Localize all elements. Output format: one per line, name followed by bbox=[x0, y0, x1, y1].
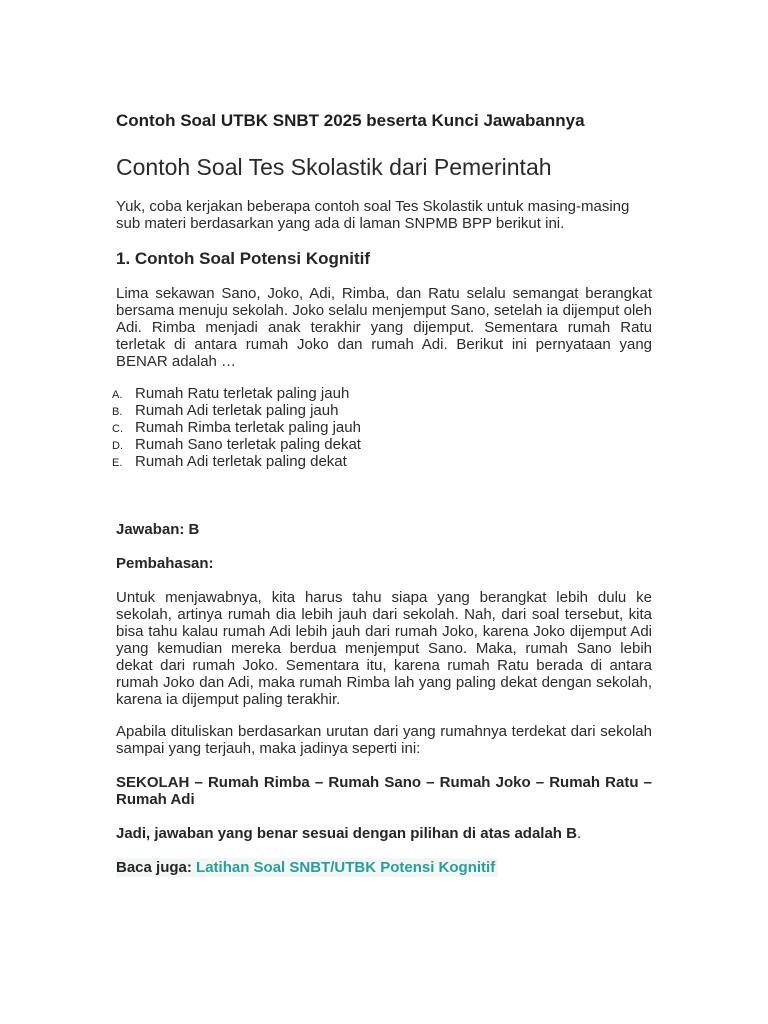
answer-key: Jawaban: B bbox=[116, 521, 200, 538]
read-also-label: Baca juga: bbox=[116, 859, 192, 876]
read-also bbox=[116, 858, 498, 877]
option-item-b bbox=[112, 402, 361, 419]
option-letter: E. bbox=[112, 457, 123, 469]
conclusion-main: Jadi, jawaban yang benar sesuai dengan pilihan di atas adalah B bbox=[116, 825, 577, 842]
option-text: Rumah Adi terletak paling jauh bbox=[135, 402, 339, 419]
read-also-link[interactable]: Latihan Soal SNBT/UTBK Potensi Kognitif bbox=[196, 859, 496, 876]
option-letter: B. bbox=[112, 406, 123, 418]
explanation-label: Pembahasan: bbox=[116, 555, 214, 572]
option-item-e bbox=[112, 453, 361, 470]
option-text: Rumah Rimba terletak paling jauh bbox=[135, 419, 361, 436]
option-item-d bbox=[112, 436, 361, 453]
option-item-c bbox=[112, 419, 361, 436]
option-text: Rumah Adi terletak paling dekat bbox=[135, 453, 347, 470]
intro-paragraph: Yuk, coba kerjakan beberapa contoh soal Tes Skolastik untuk masing-masing sub materi berdasarkan yang ada di laman SNPMB BPP berikut ini. bbox=[116, 198, 630, 232]
document-title: Contoh Soal UTBK SNBT 2025 beserta Kunci Jawabannya bbox=[116, 111, 585, 130]
explanation-paragraph-2: Apabila dituliskan berdasarkan urutan dari yang rumahnya terdekat dari sekolah sampai yang terjauh, maka jadinya seperti ini: bbox=[116, 723, 652, 757]
option-letter: C. bbox=[112, 423, 123, 435]
option-text: Rumah Ratu terletak paling jauh bbox=[135, 385, 350, 402]
explanation-paragraph-1: Untuk menjawabnya, kita harus tahu siapa yang berangkat lebih dulu ke sekolah, artinya rumah dia lebih jauh dari sekolah. Nah, dari soal tersebut, kita bisa tahu kalau rumah Adi lebih jauh dari rumah Joko, karena Joko dijemput Adi yang kemudian mereka berdua menjemput Sano. Maka, rumah Sano lebih dekat dari rumah Joko. Sementara itu, karena rumah Ratu berada di antara rumah Joko dan Adi, maka rumah Rimba lah yang paling dekat dengan sekolah, karena ia dijemput paling terakhir. bbox=[116, 589, 652, 708]
conclusion-period: . bbox=[576, 825, 582, 842]
answer-options-list bbox=[112, 385, 361, 470]
distance-sequence: SEKOLAH – Rumah Rimba – Rumah Sano – Rumah Joko – Rumah Ratu – Rumah Adi bbox=[116, 774, 652, 808]
option-letter: D. bbox=[112, 440, 123, 452]
subsection-heading: 1. Contoh Soal Potensi Kognitif bbox=[116, 249, 371, 268]
section-heading: Contoh Soal Tes Skolastik dari Pemerintah bbox=[116, 154, 552, 180]
option-text: Rumah Sano terletak paling dekat bbox=[135, 436, 361, 453]
option-letter: A. bbox=[112, 389, 123, 401]
question-text: Lima sekawan Sano, Joko, Adi, Rimba, dan Ratu selalu semangat berangkat bersama menuju sekolah. Joko selalu menjemput Sano, setelah ia dijemput oleh Adi. Rimba menjadi anak terakhir yang dijemput. Sementara rumah Ratu terletak di antara rumah Joko dan rumah Adi. Berikut ini pernyataan yang BENAR adalah … bbox=[116, 285, 652, 370]
option-item-a bbox=[112, 385, 361, 402]
conclusion-text bbox=[116, 825, 581, 842]
